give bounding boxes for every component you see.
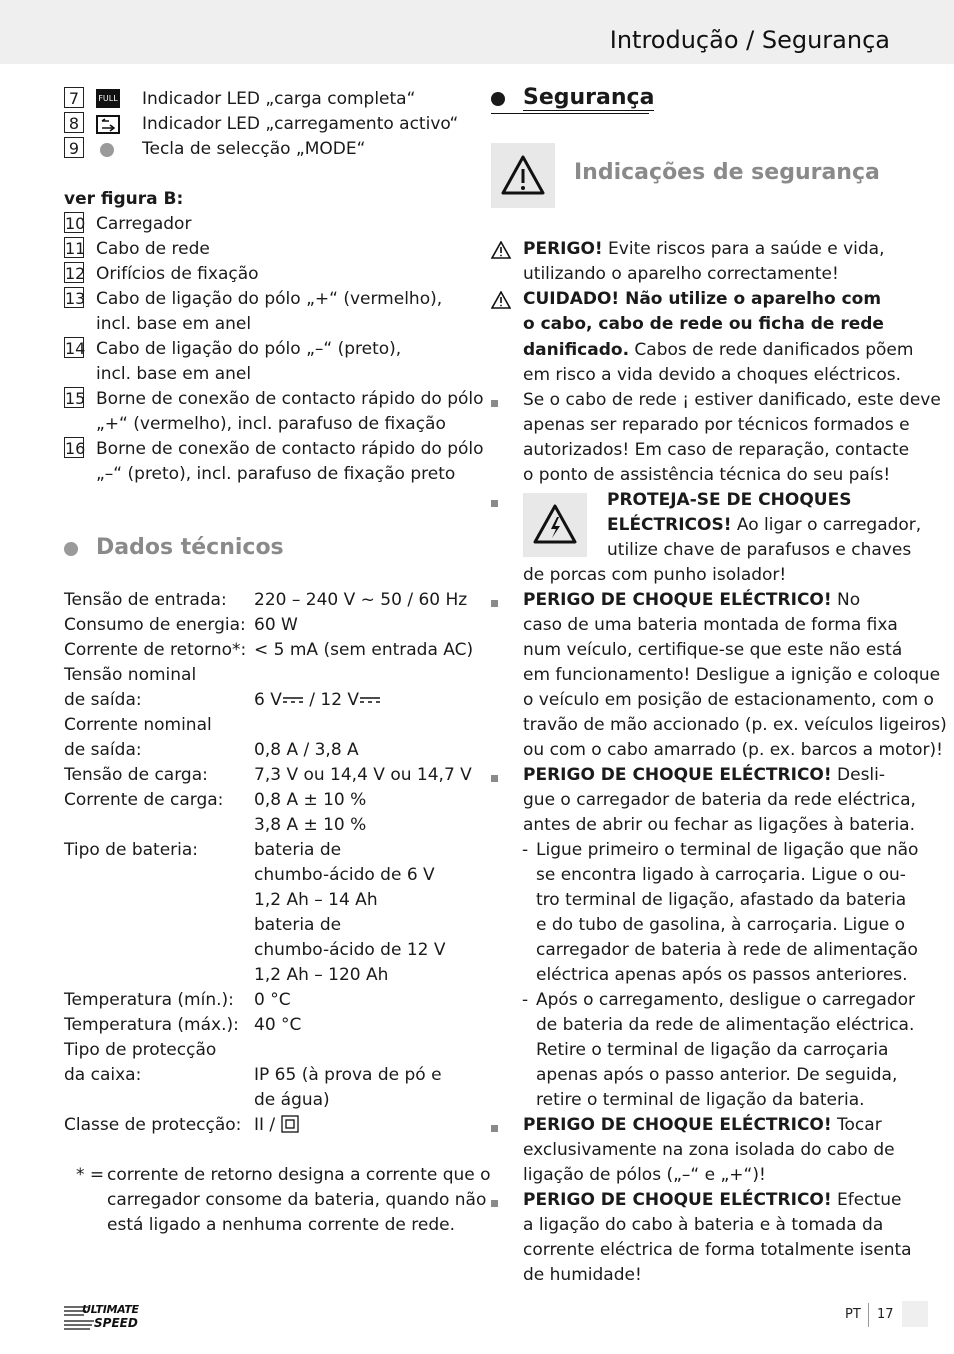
legend-items-b [64, 212, 484, 487]
spec-row [64, 1088, 464, 1113]
bullet-line: utilize chave de parafusos e chaves [607, 540, 912, 560]
legend-item [64, 212, 192, 237]
bullet-line [523, 588, 860, 613]
square-bullet-icon [491, 600, 498, 607]
cuidado-rest: Cabos de rede danificados põem [629, 340, 914, 360]
legend-label: Indicador LED „carga completa“ [142, 89, 416, 109]
bullet-line: gue o carregador de bateria da rede eléctrica, [523, 790, 916, 810]
spec-value: 220 – 240 V ~ 50 / 60 Hz [254, 590, 468, 610]
spec-label: Tipo de bateria: [64, 840, 199, 860]
legend-label: Borne de conexão de contacto rápido do pólo [96, 389, 484, 409]
bullet-line: o ponto de assistência técnica do seu país! [523, 465, 891, 485]
logo-text: ULTIMATE [82, 1303, 139, 1316]
footnote-line: carregador consome da bateria, quando não [107, 1190, 487, 1210]
bullet-line [607, 513, 921, 538]
square-bullet-icon [491, 1200, 498, 1207]
bullet-line: antes de abrir ou fechar as ligações à bateria. [523, 815, 915, 835]
bullet-rest: Desli- [831, 765, 886, 785]
spec-value: chumbo-ácido de 12 V [254, 940, 446, 960]
spec-label: Corrente nominal [64, 715, 212, 735]
legend-label: incl. base em anel [96, 314, 252, 334]
tech-data-heading: Dados técnicos [96, 535, 284, 560]
sub-line: se encontra ligado à carroçaria. Ligue o ou- [536, 865, 906, 885]
dc-symbol-icon [359, 696, 381, 704]
page-title: Introdução / Segurança [609, 26, 890, 54]
safety-heading: Segurança [523, 85, 655, 110]
spec-row [64, 863, 464, 888]
spec-value: bateria de [254, 840, 342, 860]
legend-label: incl. base em anel [96, 364, 252, 384]
bullet-line: de humidade! [523, 1265, 642, 1285]
spec-row [64, 663, 464, 688]
spec-value: 40 °C [254, 1015, 302, 1035]
square-bullet-icon [491, 400, 498, 407]
sub-line: retire o terminal de ligação da bateria. [536, 1090, 865, 1110]
sub-line: carregador de bateria à rede de alimentação [536, 940, 918, 960]
bullet-line: ligação de pólos („–“ e „+“)! [523, 1165, 766, 1185]
spec-value: 1,2 Ah – 120 Ah [254, 965, 389, 985]
logo-text: SPEED [94, 1316, 138, 1330]
bullet-line: o veículo em posição de estacionamento, com o [523, 690, 934, 710]
spec-value: IP 65 (à prova de pó e [254, 1065, 442, 1085]
spec-value: 0 °C [254, 990, 291, 1010]
bullet-rest: Tocar [831, 1115, 882, 1135]
warning-triangle-icon [491, 241, 511, 259]
language-code: PT [845, 1307, 861, 1322]
spec-label: Tensão nominal [64, 665, 197, 685]
legend-items-top [64, 87, 459, 162]
perigo-bold: PERIGO! [523, 239, 603, 259]
electric-shock-icon [523, 493, 587, 557]
figure-b-label: ver figura B: [64, 189, 184, 209]
square-bullet-icon [491, 775, 498, 782]
spec-value: 7,3 V ou 14,4 V ou 14,7 V [254, 765, 472, 785]
square-bullet-icon [491, 1125, 498, 1132]
legend-item [64, 112, 459, 137]
bullet-line: caso de uma bateria montada de forma fixa [523, 615, 898, 635]
sub-line: Após o carregamento, desligue o carregador [536, 990, 915, 1010]
bullet-line: apenas ser reparado por técnicos formados e [523, 415, 910, 435]
spec-value: 0,8 A / 3,8 A [254, 740, 359, 760]
spec-row [64, 713, 464, 738]
spec-label: Temperatura (máx.): [64, 1015, 239, 1035]
bullet-bold: PERIGO DE CHOQUE ELÉCTRICO! [523, 590, 832, 610]
spec-label: Corrente de retorno*: [64, 640, 247, 660]
spec-value-part: / 12 V [303, 690, 360, 710]
spec-row [64, 938, 464, 963]
legend-label: Tecla de selecção „MODE“ [142, 139, 366, 159]
legend-label: Orifícios de fixação [96, 264, 259, 284]
legend-label: Carregador [96, 214, 192, 234]
full-icon: FULL [96, 89, 120, 108]
bullet-line: autorizados! Em caso de reparação, contacte [523, 440, 910, 460]
spec-row [64, 913, 464, 938]
bullet-bold: PERIGO DE CHOQUE ELÉCTRICO! [523, 765, 832, 785]
item-number: 14 [65, 339, 86, 358]
specs-table [64, 588, 474, 1138]
bullet-line: exclusivamente na zona isolada do cabo de [523, 1140, 895, 1160]
spec-row [64, 738, 464, 763]
spec-label: Tensão de entrada: [64, 590, 227, 610]
spec-value: bateria de [254, 915, 342, 935]
bullet-line: ou com o cabo amarrado (p. ex. barcos a motor)! [523, 740, 943, 760]
spec-label: Consumo de energia: [64, 615, 246, 635]
item-number: 15 [65, 389, 86, 408]
footer-divider [868, 1303, 869, 1327]
spec-row [64, 963, 464, 988]
spec-row [64, 988, 464, 1013]
page-number: 17 [877, 1307, 894, 1322]
spec-value: < 5 mA (sem entrada AC) [254, 640, 474, 660]
grey-dot-icon [100, 143, 114, 157]
footnote-line: está ligado a nenhuma corrente de rede. [107, 1215, 456, 1235]
spec-label: Temperatura (mín.): [64, 990, 234, 1010]
item-number: 7 [64, 87, 84, 108]
spec-value [254, 1113, 299, 1138]
spec-row [64, 1113, 464, 1138]
spec-value: 3,8 A ± 10 % [254, 815, 367, 835]
spec-value: 1,2 Ah – 14 Ah [254, 890, 378, 910]
sub-line: Retire o terminal de ligação da carroçaria [536, 1040, 889, 1060]
cuidado-line [523, 338, 913, 363]
legend-item [64, 337, 402, 387]
bullet-rest: Ao ligar o carregador, [731, 515, 922, 535]
legend-label: Cabo de ligação do pólo „–“ (preto), [96, 339, 402, 359]
safety-indications-heading: Indicações de segurança [574, 160, 880, 185]
warning-triangle-icon [491, 291, 511, 309]
bullet-line: num veículo, certifique-se que este não está [523, 640, 903, 660]
spec-value-part: 6 V [254, 690, 282, 710]
legend-item [64, 137, 366, 162]
spec-value: de água) [254, 1090, 330, 1110]
sub-line: tro terminal de ligação, afastado da bateria [536, 890, 907, 910]
warning-box [491, 143, 555, 208]
bullet-line: corrente eléctrica de forma totalmente isenta [523, 1240, 912, 1260]
cuidado-bold: danificado. [523, 340, 630, 360]
spec-row [64, 1063, 464, 1088]
dc-symbol-icon [282, 696, 304, 704]
item-number: 9 [64, 137, 84, 158]
spec-row [64, 1038, 464, 1063]
item-number: 8 [64, 112, 84, 133]
bullet-line: Se o cabo de rede ¡ estiver danificado, este deve [523, 390, 941, 410]
bullet-line [523, 1188, 901, 1213]
bullet-line [523, 763, 885, 788]
sub-line: de bateria da rede de alimentação eléctrica. [536, 1015, 915, 1035]
charging-icon [96, 115, 120, 134]
legend-label: „+“ (vermelho), incl. parafuso de fixação [96, 414, 446, 434]
bullet-bold: PERIGO DE CHOQUE ELÉCTRICO! [523, 1190, 832, 1210]
spec-row [64, 788, 464, 813]
brand-logo [64, 1303, 160, 1333]
cuidado-line: CUIDADO! Não utilize o aparelho com [523, 289, 882, 309]
legend-item [64, 87, 416, 112]
item-number: 11 [65, 239, 86, 258]
legend-label: Borne de conexão de contacto rápido do pólo [96, 439, 484, 459]
legend-item [64, 387, 484, 437]
spec-value: chumbo-ácido de 6 V [254, 865, 435, 885]
perigo-rest: Evite riscos para a saúde e vida, [602, 239, 885, 259]
legend-item [64, 437, 484, 487]
perigo-line: utilizando o aparelho correctamente! [523, 264, 839, 284]
heading-bullet-icon [64, 542, 78, 556]
bullet-rest: Efectue [831, 1190, 902, 1210]
legend-item [64, 287, 443, 337]
bullet-bold: ELÉCTRICOS! [607, 515, 732, 535]
spec-label: Tipo de protecção [64, 1040, 217, 1060]
legend-label: Cabo de ligação do pólo „+“ (vermelho), [96, 289, 443, 309]
spec-label: da caixa: [64, 1065, 142, 1085]
item-number: 16 [65, 439, 86, 458]
page-header [0, 0, 954, 64]
spec-label: Tensão de carga: [64, 765, 208, 785]
bullet-rest: No [831, 590, 861, 610]
bullet-line: em funcionamento! Desligue a ignição e coloque [523, 665, 941, 685]
bullet-line: PROTEJA-SE DE CHOQUES [607, 490, 852, 510]
spec-label: Corrente de carga: [64, 790, 224, 810]
shock-warning-box [523, 493, 587, 557]
heading-underline [491, 113, 649, 114]
footer-tab [902, 1301, 928, 1327]
spec-label: de saída: [64, 690, 142, 710]
spec-value-part: II / [254, 1115, 281, 1135]
legend-label: Indicador LED „carregamento activo“ [142, 114, 459, 134]
spec-value: 60 W [254, 615, 298, 635]
item-number: 12 [65, 264, 86, 283]
footnote-line: corrente de retorno designa a corrente que o [107, 1165, 491, 1185]
legend-label: Cabo de rede [96, 239, 210, 259]
sub-line: e do tubo de gasolina, à carroçaria. Ligue o [536, 915, 906, 935]
spec-row [64, 838, 464, 863]
spec-row [64, 888, 464, 913]
sub-dash: - [522, 990, 529, 1010]
cuidado-line: em risco a vida devido a choques eléctricos. [523, 365, 901, 385]
sub-line: apenas após o passo anterior. De seguida, [536, 1065, 898, 1085]
double-insulation-icon [281, 1115, 299, 1133]
perigo-text [523, 237, 885, 262]
warning-triangle-icon [491, 143, 555, 208]
heading-bullet-icon [491, 92, 505, 106]
sub-line: eléctrica apenas após os passos anteriores. [536, 965, 908, 985]
spec-row [64, 588, 468, 613]
square-bullet-icon [491, 500, 498, 507]
spec-label: de saída: [64, 740, 142, 760]
sub-line: Ligue primeiro o terminal de ligação que não [536, 840, 919, 860]
spec-row [64, 688, 464, 713]
spec-row [64, 763, 472, 788]
spec-row [64, 613, 464, 638]
legend-item [64, 237, 210, 262]
spec-row [64, 638, 474, 663]
spec-value: 0,8 A ± 10 % [254, 790, 367, 810]
spec-row [64, 813, 464, 838]
cuidado-line: o cabo, cabo de rede ou ficha de rede [523, 314, 884, 334]
item-number: 10 [65, 214, 86, 233]
legend-item [64, 262, 259, 287]
bullet-line: travão de mão accionado (p. ex. veículos ligeiros) [523, 715, 947, 735]
footnote-marker: * = [76, 1165, 105, 1185]
bullet-bold: PERIGO DE CHOQUE ELÉCTRICO! [523, 1115, 832, 1135]
bullet-line: de porcas com punho isolador! [523, 565, 787, 585]
bullet-line [523, 1113, 882, 1138]
spec-value [254, 688, 381, 713]
item-number: 13 [65, 289, 86, 308]
spec-label: Classe de protecção: [64, 1115, 242, 1135]
sub-dash: - [522, 840, 529, 860]
bullet-line: a ligação do cabo à bateria e à tomada da [523, 1215, 884, 1235]
spec-row [64, 1013, 464, 1038]
legend-label: „–“ (preto), incl. parafuso de fixação preto [96, 464, 456, 484]
